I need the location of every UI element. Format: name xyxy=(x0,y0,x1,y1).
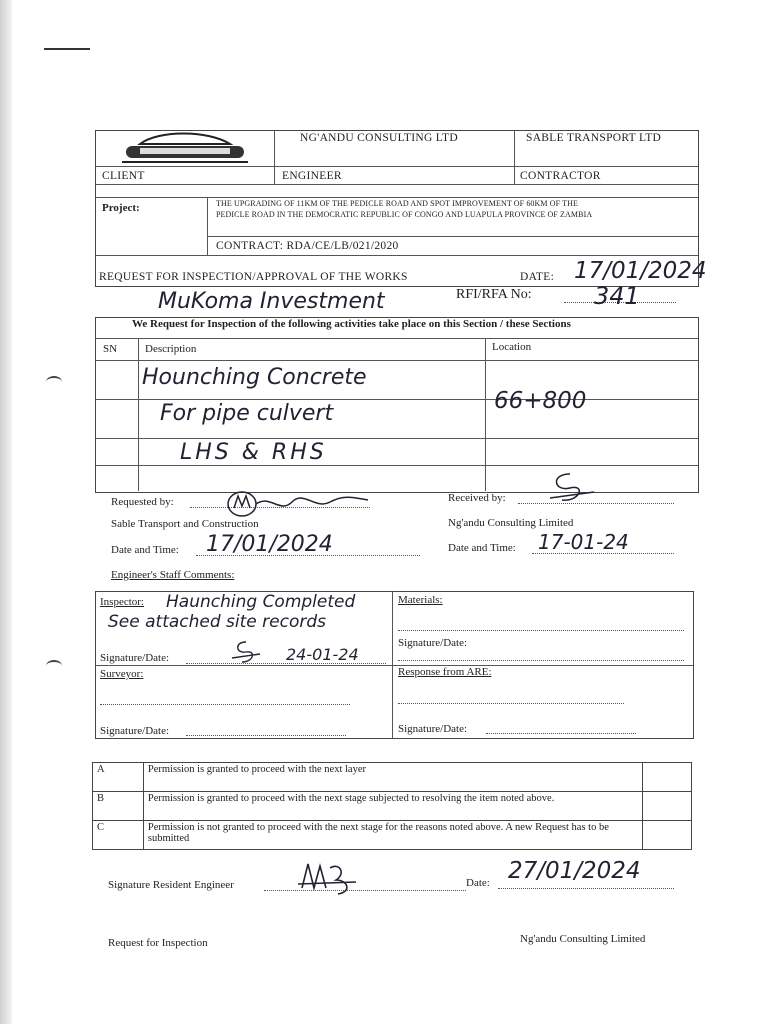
resident-engineer-signature xyxy=(296,858,360,903)
contractor-company: SABLE TRANSPORT LTD xyxy=(526,132,662,144)
col-sn: SN xyxy=(103,343,118,355)
footer-left: Request for Inspection xyxy=(108,937,208,949)
surveyor-label: Surveyor: xyxy=(100,668,144,680)
inspector-date-handwritten: 24-01-24 xyxy=(286,645,359,664)
engineer-comments-heading: Engineer's Staff Comments: xyxy=(111,569,235,581)
requested-by-label: Requested by: xyxy=(111,496,174,508)
permission-code: A xyxy=(93,763,144,792)
inspector-note-2: See attached site records xyxy=(108,612,326,632)
requested-date-label: Date and Time: xyxy=(111,544,179,556)
project-label: Project: xyxy=(102,202,140,214)
punch-hole-mark xyxy=(46,376,62,388)
client-label: CLIENT xyxy=(102,170,145,182)
engineer-company: NG'ANDU CONSULTING LTD xyxy=(300,132,458,144)
inspection-intro: We Request for Inspection of the following activities take place on this Section / these Sections xyxy=(132,318,571,330)
permission-text: Permission is not granted to proceed with the next stage for the reasons noted above. A new Request has to be submitted xyxy=(143,821,642,850)
col-location: Location xyxy=(492,341,532,353)
permission-text: Permission is granted to proceed with the next stage subjected to resolving the item noted above. xyxy=(143,792,642,821)
requested-by-company: Sable Transport and Construction xyxy=(111,518,259,530)
final-date-label: Date: xyxy=(466,877,490,889)
company-handwritten: MuKoma Investment xyxy=(158,289,385,314)
activity-location-2: 66+800 xyxy=(494,388,587,414)
corner-mark xyxy=(44,48,90,50)
project-description-line1: THE UPGRADING OF 11KM OF THE PEDICLE ROAD AND SPOT IMPROVEMENT OF 60KM OF THE xyxy=(216,199,578,208)
permission-row xyxy=(93,763,692,792)
date-label: DATE: xyxy=(520,271,555,283)
received-by-label: Received by: xyxy=(448,492,506,504)
final-date-handwritten: 27/01/2024 xyxy=(508,858,641,884)
engineer-label: ENGINEER xyxy=(282,170,342,182)
activity-description-2: For pipe culvert xyxy=(160,401,334,426)
permission-checkbox-cell xyxy=(643,821,692,850)
contract-number: CONTRACT: RDA/CE/LB/021/2020 xyxy=(216,240,399,252)
requested-date-handwritten: 17/01/2024 xyxy=(206,532,333,557)
received-date-handwritten: 17-01-24 xyxy=(538,530,629,554)
inspector-note-1: Haunching Completed xyxy=(166,592,356,612)
surveyor-signature-date-label: Signature/Date: xyxy=(100,725,170,737)
client-logo xyxy=(118,130,252,173)
rfi-label: RFI/RFA No: xyxy=(456,287,532,302)
inspector-signature-date-label: Signature/Date: xyxy=(100,652,170,664)
received-by-company: Ng'andu Consulting Limited xyxy=(448,517,574,529)
received-date-label: Date and Time: xyxy=(448,542,516,554)
inspector-signature xyxy=(228,640,264,669)
request-title: REQUEST FOR INSPECTION/APPROVAL OF THE WORKS xyxy=(99,271,408,283)
activity-description-1: Hounching Concrete xyxy=(142,365,367,390)
permission-code: C xyxy=(93,821,144,850)
punch-hole-mark xyxy=(46,660,62,672)
permission-row xyxy=(93,792,692,821)
permissions-table xyxy=(92,762,692,850)
permission-text: Permission is granted to proceed with the next layer xyxy=(143,763,642,792)
project-description-line2: PEDICLE ROAD IN THE DEMOCRATIC REPUBLIC OF CONGO AND LUAPULA PROVINCE OF ZAMBIA xyxy=(216,210,593,219)
received-by-signature xyxy=(540,470,600,511)
inspector-label: Inspector: xyxy=(100,596,144,608)
page-edge xyxy=(0,0,12,1024)
permission-checkbox-cell xyxy=(643,792,692,821)
contractor-label: CONTRACTOR xyxy=(520,170,601,182)
col-description: Description xyxy=(145,343,197,355)
activity-description-3: LHS & RHS xyxy=(180,440,327,465)
materials-signature-date-label: Signature/Date: xyxy=(398,637,468,649)
rfi-number-handwritten: 341 xyxy=(594,282,640,310)
permission-row xyxy=(93,821,692,850)
materials-label: Materials: xyxy=(398,594,443,606)
permission-checkbox-cell xyxy=(643,763,692,792)
request-date-handwritten: 17/01/2024 xyxy=(574,258,707,284)
permission-code: B xyxy=(93,792,144,821)
response-signature-date-label: Signature/Date: xyxy=(398,723,468,735)
footer-right: Ng'andu Consulting Limited xyxy=(520,933,646,945)
response-are-label: Response from ARE: xyxy=(398,666,492,678)
resident-engineer-signature-label: Signature Resident Engineer xyxy=(108,879,234,891)
